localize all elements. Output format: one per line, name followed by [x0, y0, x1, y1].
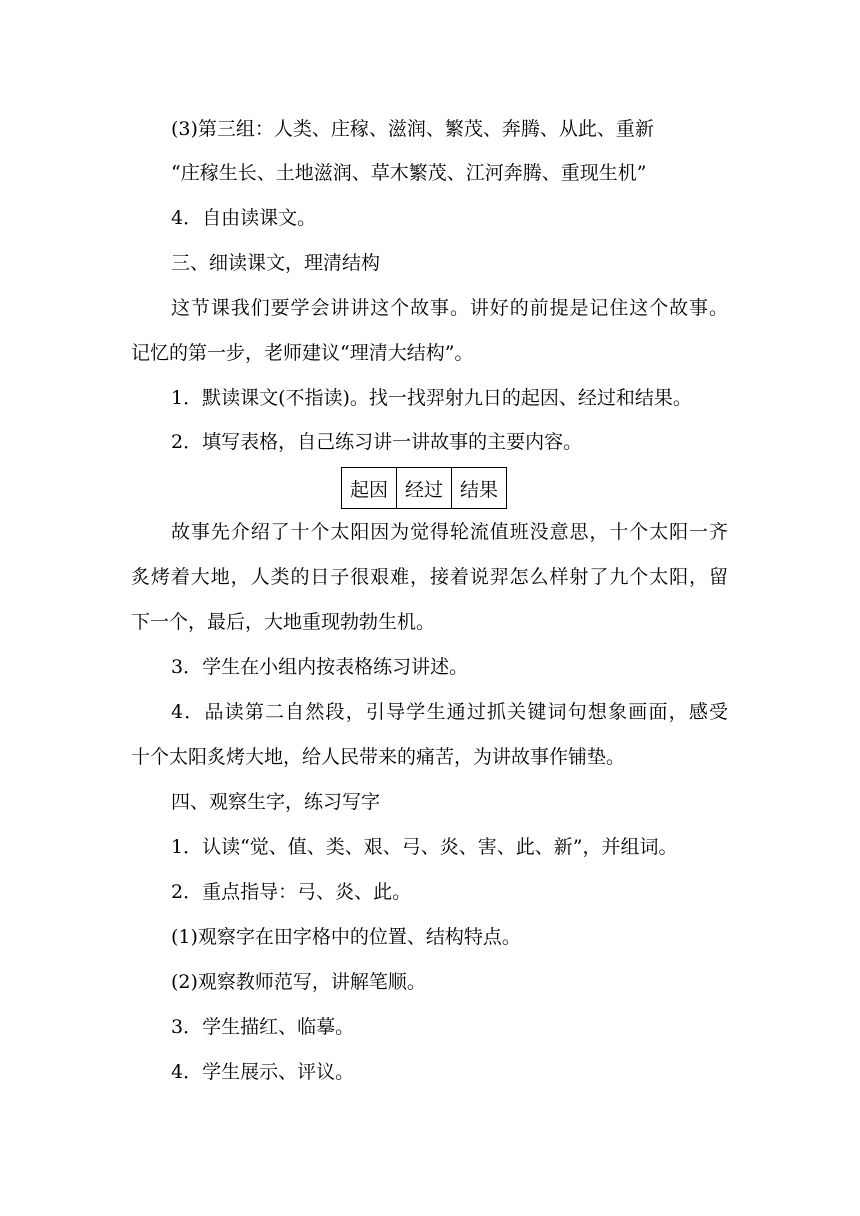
text-line: 故事先介绍了十个太阳因为觉得轮流值班没意思，十个太阳一齐	[171, 521, 728, 543]
story-structure-table	[341, 467, 507, 509]
text-line: 十个太阳炙烤大地，给人民带来的痛苦，为讲故事作铺垫。	[131, 746, 626, 768]
text-line: 2．填写表格，自己练习讲一讲故事的主要内容。	[171, 431, 583, 453]
table-row	[342, 468, 507, 509]
text-line: 炙烤着大地，人类的日子很艰难，接着说羿怎么样射了九个太阳，留	[131, 566, 728, 588]
text-line: 4．品读第二自然段，引导学生通过抓关键词句想象画面，感受	[171, 701, 728, 723]
text-line: 这节课我们要学会讲讲这个故事。讲好的前提是记住这个故事。	[171, 297, 728, 319]
text-line: 2．重点指导：弓、炎、此。	[171, 881, 412, 903]
text-line: 1．默读课文(不指读)。找一找羿射九日的起因、经过和结果。	[171, 387, 692, 409]
table-cell: 起因	[342, 468, 397, 509]
section-heading: 四、观察生字，练习写字	[171, 791, 381, 813]
text-line: 3．学生描红、临摹。	[171, 1016, 355, 1038]
text-line: (2)观察教师范写，讲解笔顺。	[171, 971, 426, 993]
section-heading: 三、细读课文，理清结构	[171, 252, 381, 274]
table-cell: 结果	[452, 468, 507, 509]
text-line: 3．学生在小组内按表格练习讲述。	[171, 656, 469, 678]
text-line: 4．学生展示、评议。	[171, 1061, 355, 1083]
text-line: “庄稼生长、土地滋润、草木繁茂、江河奔腾、重现生机”	[171, 162, 647, 184]
text-line: (3)第三组：人类、庄稼、滋润、繁茂、奔腾、从此、重新	[171, 118, 654, 140]
text-line: 4．自由读课文。	[171, 207, 317, 229]
text-line: (1)观察字在田字格中的位置、结构特点。	[171, 926, 521, 948]
text-line: 1．认读“觉、值、类、艰、弓、炎、害、此、新”，并组词。	[171, 836, 678, 858]
text-line: 记忆的第一步，老师建议“理清大结构”。	[131, 342, 474, 364]
table-cell: 经过	[397, 468, 452, 509]
text-line: 下一个，最后，大地重现勃勃生机。	[131, 611, 436, 633]
